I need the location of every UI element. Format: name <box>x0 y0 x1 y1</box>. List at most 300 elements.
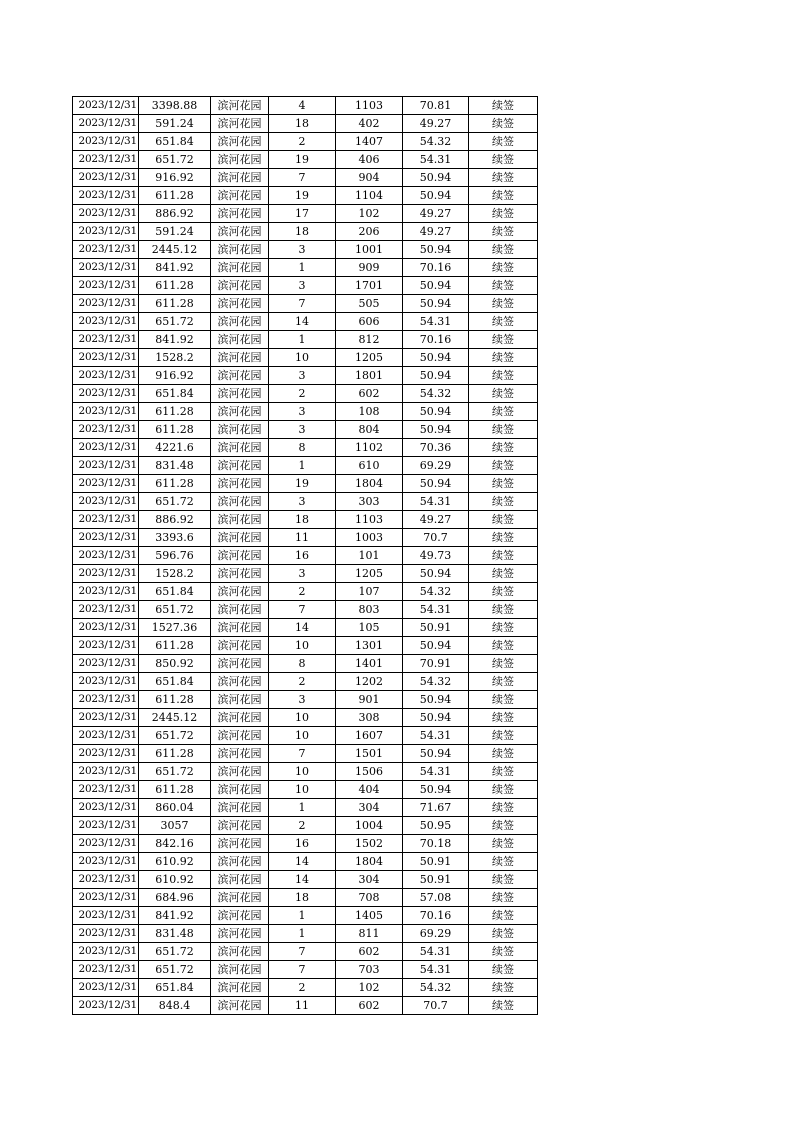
status-cell: 续签 <box>469 853 538 871</box>
date-cell: 2023/12/31 <box>73 367 139 385</box>
area-cell: 54.31 <box>403 151 469 169</box>
amount-cell: 916.92 <box>139 169 211 187</box>
area-cell: 54.32 <box>403 673 469 691</box>
amount-cell: 3057 <box>139 817 211 835</box>
amount-cell: 651.84 <box>139 583 211 601</box>
community-cell: 滨河花园 <box>211 115 269 133</box>
date-cell: 2023/12/31 <box>73 673 139 691</box>
date-cell: 2023/12/31 <box>73 835 139 853</box>
date-cell: 2023/12/31 <box>73 763 139 781</box>
table-row <box>73 295 538 313</box>
room-cell: 1001 <box>336 241 403 259</box>
date-cell: 2023/12/31 <box>73 295 139 313</box>
amount-cell: 611.28 <box>139 295 211 313</box>
status-cell: 续签 <box>469 925 538 943</box>
status-cell: 续签 <box>469 979 538 997</box>
building-cell: 1 <box>269 799 336 817</box>
area-cell: 54.31 <box>403 961 469 979</box>
amount-cell: 611.28 <box>139 421 211 439</box>
date-cell: 2023/12/31 <box>73 205 139 223</box>
amount-cell: 611.28 <box>139 781 211 799</box>
status-cell: 续签 <box>469 475 538 493</box>
date-cell: 2023/12/31 <box>73 853 139 871</box>
community-cell: 滨河花园 <box>211 295 269 313</box>
community-cell: 滨河花园 <box>211 259 269 277</box>
community-cell: 滨河花园 <box>211 493 269 511</box>
room-cell: 1301 <box>336 637 403 655</box>
room-cell: 811 <box>336 925 403 943</box>
building-cell: 10 <box>269 709 336 727</box>
status-cell: 续签 <box>469 763 538 781</box>
table-row <box>73 349 538 367</box>
date-cell: 2023/12/31 <box>73 223 139 241</box>
room-cell: 606 <box>336 313 403 331</box>
table-row <box>73 871 538 889</box>
date-cell: 2023/12/31 <box>73 349 139 367</box>
area-cell: 70.7 <box>403 997 469 1015</box>
room-cell: 406 <box>336 151 403 169</box>
room-cell: 304 <box>336 871 403 889</box>
amount-cell: 591.24 <box>139 115 211 133</box>
date-cell: 2023/12/31 <box>73 691 139 709</box>
area-cell: 50.95 <box>403 817 469 835</box>
room-cell: 1502 <box>336 835 403 853</box>
amount-cell: 651.72 <box>139 313 211 331</box>
date-cell: 2023/12/31 <box>73 655 139 673</box>
room-cell: 1804 <box>336 853 403 871</box>
building-cell: 19 <box>269 475 336 493</box>
amount-cell: 684.96 <box>139 889 211 907</box>
building-cell: 2 <box>269 133 336 151</box>
date-cell: 2023/12/31 <box>73 403 139 421</box>
community-cell: 滨河花园 <box>211 421 269 439</box>
community-cell: 滨河花园 <box>211 889 269 907</box>
table-row <box>73 817 538 835</box>
community-cell: 滨河花园 <box>211 745 269 763</box>
room-cell: 602 <box>336 997 403 1015</box>
room-cell: 1102 <box>336 439 403 457</box>
table-row <box>73 997 538 1015</box>
building-cell: 2 <box>269 673 336 691</box>
table-row <box>73 961 538 979</box>
community-cell: 滨河花园 <box>211 313 269 331</box>
status-cell: 续签 <box>469 637 538 655</box>
status-cell: 续签 <box>469 583 538 601</box>
building-cell: 17 <box>269 205 336 223</box>
date-cell: 2023/12/31 <box>73 889 139 907</box>
table-row <box>73 709 538 727</box>
table-row <box>73 655 538 673</box>
table-row <box>73 583 538 601</box>
area-cell: 54.32 <box>403 583 469 601</box>
amount-cell: 591.24 <box>139 223 211 241</box>
building-cell: 10 <box>269 763 336 781</box>
amount-cell: 651.84 <box>139 385 211 403</box>
room-cell: 308 <box>336 709 403 727</box>
area-cell: 49.73 <box>403 547 469 565</box>
room-cell: 404 <box>336 781 403 799</box>
amount-cell: 610.92 <box>139 853 211 871</box>
table-row <box>73 529 538 547</box>
building-cell: 14 <box>269 853 336 871</box>
status-cell: 续签 <box>469 943 538 961</box>
status-cell: 续签 <box>469 619 538 637</box>
date-cell: 2023/12/31 <box>73 943 139 961</box>
area-cell: 50.94 <box>403 421 469 439</box>
building-cell: 3 <box>269 493 336 511</box>
status-cell: 续签 <box>469 169 538 187</box>
building-cell: 7 <box>269 169 336 187</box>
building-cell: 16 <box>269 835 336 853</box>
area-cell: 50.94 <box>403 709 469 727</box>
area-cell: 54.32 <box>403 385 469 403</box>
date-cell: 2023/12/31 <box>73 187 139 205</box>
community-cell: 滨河花园 <box>211 277 269 295</box>
area-cell: 50.94 <box>403 637 469 655</box>
community-cell: 滨河花园 <box>211 835 269 853</box>
building-cell: 3 <box>269 421 336 439</box>
table-row <box>73 97 538 115</box>
amount-cell: 886.92 <box>139 205 211 223</box>
date-cell: 2023/12/31 <box>73 385 139 403</box>
building-cell: 1 <box>269 907 336 925</box>
community-cell: 滨河花园 <box>211 655 269 673</box>
date-cell: 2023/12/31 <box>73 331 139 349</box>
table-row <box>73 637 538 655</box>
amount-cell: 610.92 <box>139 871 211 889</box>
room-cell: 1405 <box>336 907 403 925</box>
room-cell: 909 <box>336 259 403 277</box>
amount-cell: 850.92 <box>139 655 211 673</box>
status-cell: 续签 <box>469 871 538 889</box>
area-cell: 70.16 <box>403 259 469 277</box>
amount-cell: 1528.2 <box>139 349 211 367</box>
room-cell: 1407 <box>336 133 403 151</box>
amount-cell: 651.72 <box>139 763 211 781</box>
building-cell: 7 <box>269 943 336 961</box>
table-row <box>73 493 538 511</box>
community-cell: 滨河花园 <box>211 637 269 655</box>
room-cell: 505 <box>336 295 403 313</box>
status-cell: 续签 <box>469 817 538 835</box>
table-row <box>73 457 538 475</box>
status-cell: 续签 <box>469 511 538 529</box>
table-row <box>73 331 538 349</box>
date-cell: 2023/12/31 <box>73 133 139 151</box>
community-cell: 滨河花园 <box>211 583 269 601</box>
building-cell: 11 <box>269 997 336 1015</box>
building-cell: 3 <box>269 565 336 583</box>
community-cell: 滨河花园 <box>211 709 269 727</box>
community-cell: 滨河花园 <box>211 475 269 493</box>
building-cell: 1 <box>269 925 336 943</box>
area-cell: 54.32 <box>403 979 469 997</box>
amount-cell: 1528.2 <box>139 565 211 583</box>
table-row <box>73 601 538 619</box>
community-cell: 滨河花园 <box>211 151 269 169</box>
room-cell: 304 <box>336 799 403 817</box>
room-cell: 1607 <box>336 727 403 745</box>
building-cell: 2 <box>269 817 336 835</box>
area-cell: 70.16 <box>403 907 469 925</box>
community-cell: 滨河花园 <box>211 349 269 367</box>
amount-cell: 3398.88 <box>139 97 211 115</box>
area-cell: 50.94 <box>403 745 469 763</box>
date-cell: 2023/12/31 <box>73 871 139 889</box>
community-cell: 滨河花园 <box>211 385 269 403</box>
lease-renewal-table <box>72 96 538 1015</box>
room-cell: 1004 <box>336 817 403 835</box>
room-cell: 102 <box>336 979 403 997</box>
table-row <box>73 943 538 961</box>
community-cell: 滨河花园 <box>211 133 269 151</box>
building-cell: 7 <box>269 295 336 313</box>
status-cell: 续签 <box>469 673 538 691</box>
room-cell: 803 <box>336 601 403 619</box>
status-cell: 续签 <box>469 439 538 457</box>
area-cell: 54.31 <box>403 601 469 619</box>
table-row <box>73 205 538 223</box>
date-cell: 2023/12/31 <box>73 979 139 997</box>
community-cell: 滨河花园 <box>211 547 269 565</box>
amount-cell: 596.76 <box>139 547 211 565</box>
amount-cell: 842.16 <box>139 835 211 853</box>
status-cell: 续签 <box>469 997 538 1015</box>
table-row <box>73 439 538 457</box>
date-cell: 2023/12/31 <box>73 475 139 493</box>
amount-cell: 611.28 <box>139 637 211 655</box>
date-cell: 2023/12/31 <box>73 421 139 439</box>
room-cell: 708 <box>336 889 403 907</box>
community-cell: 滨河花园 <box>211 169 269 187</box>
building-cell: 3 <box>269 403 336 421</box>
status-cell: 续签 <box>469 835 538 853</box>
area-cell: 50.94 <box>403 475 469 493</box>
building-cell: 14 <box>269 871 336 889</box>
date-cell: 2023/12/31 <box>73 709 139 727</box>
amount-cell: 651.84 <box>139 673 211 691</box>
building-cell: 2 <box>269 979 336 997</box>
amount-cell: 4221.6 <box>139 439 211 457</box>
building-cell: 3 <box>269 367 336 385</box>
building-cell: 2 <box>269 583 336 601</box>
room-cell: 303 <box>336 493 403 511</box>
table-row <box>73 565 538 583</box>
date-cell: 2023/12/31 <box>73 925 139 943</box>
amount-cell: 651.72 <box>139 493 211 511</box>
area-cell: 49.27 <box>403 115 469 133</box>
amount-cell: 831.48 <box>139 925 211 943</box>
date-cell: 2023/12/31 <box>73 961 139 979</box>
status-cell: 续签 <box>469 115 538 133</box>
community-cell: 滨河花园 <box>211 691 269 709</box>
table-row <box>73 763 538 781</box>
community-cell: 滨河花园 <box>211 367 269 385</box>
table-row <box>73 727 538 745</box>
table-row <box>73 691 538 709</box>
area-cell: 49.27 <box>403 223 469 241</box>
room-cell: 1804 <box>336 475 403 493</box>
table-row <box>73 259 538 277</box>
amount-cell: 848.4 <box>139 997 211 1015</box>
status-cell: 续签 <box>469 277 538 295</box>
date-cell: 2023/12/31 <box>73 511 139 529</box>
building-cell: 10 <box>269 727 336 745</box>
area-cell: 50.94 <box>403 691 469 709</box>
community-cell: 滨河花园 <box>211 439 269 457</box>
building-cell: 19 <box>269 187 336 205</box>
status-cell: 续签 <box>469 97 538 115</box>
community-cell: 滨河花园 <box>211 817 269 835</box>
status-cell: 续签 <box>469 961 538 979</box>
community-cell: 滨河花园 <box>211 673 269 691</box>
building-cell: 16 <box>269 547 336 565</box>
status-cell: 续签 <box>469 799 538 817</box>
area-cell: 50.94 <box>403 169 469 187</box>
status-cell: 续签 <box>469 745 538 763</box>
community-cell: 滨河花园 <box>211 961 269 979</box>
table-row <box>73 187 538 205</box>
date-cell: 2023/12/31 <box>73 727 139 745</box>
amount-cell: 860.04 <box>139 799 211 817</box>
status-cell: 续签 <box>469 241 538 259</box>
community-cell: 滨河花园 <box>211 223 269 241</box>
area-cell: 50.94 <box>403 241 469 259</box>
community-cell: 滨河花园 <box>211 187 269 205</box>
community-cell: 滨河花园 <box>211 907 269 925</box>
table-row <box>73 151 538 169</box>
table-row <box>73 673 538 691</box>
area-cell: 50.91 <box>403 619 469 637</box>
building-cell: 4 <box>269 97 336 115</box>
status-cell: 续签 <box>469 403 538 421</box>
area-cell: 54.32 <box>403 133 469 151</box>
community-cell: 滨河花园 <box>211 979 269 997</box>
date-cell: 2023/12/31 <box>73 115 139 133</box>
table-row <box>73 223 538 241</box>
area-cell: 71.67 <box>403 799 469 817</box>
area-cell: 57.08 <box>403 889 469 907</box>
area-cell: 50.94 <box>403 367 469 385</box>
status-cell: 续签 <box>469 547 538 565</box>
building-cell: 14 <box>269 313 336 331</box>
building-cell: 11 <box>269 529 336 547</box>
table-row <box>73 511 538 529</box>
community-cell: 滨河花园 <box>211 601 269 619</box>
community-cell: 滨河花园 <box>211 943 269 961</box>
table-row <box>73 403 538 421</box>
area-cell: 70.18 <box>403 835 469 853</box>
amount-cell: 2445.12 <box>139 241 211 259</box>
amount-cell: 611.28 <box>139 403 211 421</box>
building-cell: 7 <box>269 961 336 979</box>
building-cell: 2 <box>269 385 336 403</box>
area-cell: 50.94 <box>403 295 469 313</box>
area-cell: 54.31 <box>403 313 469 331</box>
building-cell: 8 <box>269 655 336 673</box>
room-cell: 1801 <box>336 367 403 385</box>
status-cell: 续签 <box>469 223 538 241</box>
amount-cell: 916.92 <box>139 367 211 385</box>
area-cell: 50.94 <box>403 565 469 583</box>
amount-cell: 1527.36 <box>139 619 211 637</box>
room-cell: 804 <box>336 421 403 439</box>
amount-cell: 611.28 <box>139 691 211 709</box>
date-cell: 2023/12/31 <box>73 565 139 583</box>
date-cell: 2023/12/31 <box>73 745 139 763</box>
table-row <box>73 925 538 943</box>
date-cell: 2023/12/31 <box>73 547 139 565</box>
date-cell: 2023/12/31 <box>73 619 139 637</box>
date-cell: 2023/12/31 <box>73 277 139 295</box>
table-body <box>73 97 538 1015</box>
status-cell: 续签 <box>469 601 538 619</box>
area-cell: 70.91 <box>403 655 469 673</box>
room-cell: 206 <box>336 223 403 241</box>
status-cell: 续签 <box>469 205 538 223</box>
date-cell: 2023/12/31 <box>73 907 139 925</box>
date-cell: 2023/12/31 <box>73 151 139 169</box>
community-cell: 滨河花园 <box>211 799 269 817</box>
amount-cell: 831.48 <box>139 457 211 475</box>
building-cell: 3 <box>269 241 336 259</box>
status-cell: 续签 <box>469 781 538 799</box>
status-cell: 续签 <box>469 691 538 709</box>
building-cell: 18 <box>269 889 336 907</box>
date-cell: 2023/12/31 <box>73 601 139 619</box>
building-cell: 1 <box>269 259 336 277</box>
room-cell: 1501 <box>336 745 403 763</box>
amount-cell: 841.92 <box>139 331 211 349</box>
status-cell: 续签 <box>469 421 538 439</box>
amount-cell: 651.72 <box>139 727 211 745</box>
table-row <box>73 367 538 385</box>
status-cell: 续签 <box>469 709 538 727</box>
area-cell: 69.29 <box>403 925 469 943</box>
table-row <box>73 781 538 799</box>
area-cell: 54.31 <box>403 493 469 511</box>
community-cell: 滨河花园 <box>211 853 269 871</box>
status-cell: 续签 <box>469 457 538 475</box>
community-cell: 滨河花园 <box>211 619 269 637</box>
community-cell: 滨河花园 <box>211 457 269 475</box>
table-row <box>73 619 538 637</box>
community-cell: 滨河花园 <box>211 565 269 583</box>
room-cell: 1506 <box>336 763 403 781</box>
date-cell: 2023/12/31 <box>73 457 139 475</box>
room-cell: 703 <box>336 961 403 979</box>
amount-cell: 651.84 <box>139 133 211 151</box>
room-cell: 107 <box>336 583 403 601</box>
room-cell: 1205 <box>336 565 403 583</box>
room-cell: 901 <box>336 691 403 709</box>
room-cell: 904 <box>336 169 403 187</box>
room-cell: 812 <box>336 331 403 349</box>
building-cell: 7 <box>269 745 336 763</box>
table-row <box>73 241 538 259</box>
area-cell: 54.31 <box>403 763 469 781</box>
building-cell: 10 <box>269 349 336 367</box>
amount-cell: 611.28 <box>139 745 211 763</box>
community-cell: 滨河花园 <box>211 871 269 889</box>
amount-cell: 651.72 <box>139 151 211 169</box>
area-cell: 50.91 <box>403 853 469 871</box>
date-cell: 2023/12/31 <box>73 781 139 799</box>
date-cell: 2023/12/31 <box>73 997 139 1015</box>
community-cell: 滨河花园 <box>211 511 269 529</box>
room-cell: 108 <box>336 403 403 421</box>
area-cell: 54.31 <box>403 943 469 961</box>
